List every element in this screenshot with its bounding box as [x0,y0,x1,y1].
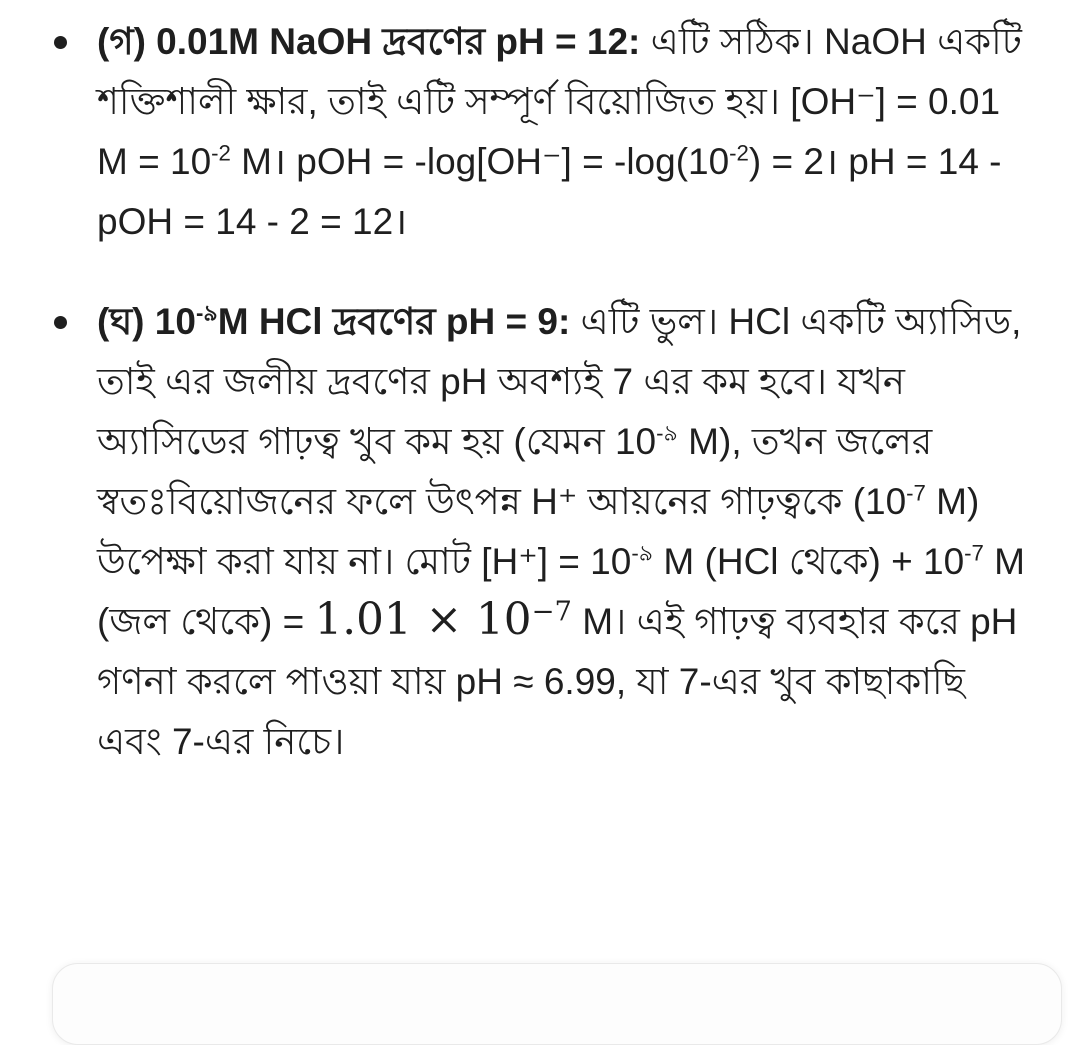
text-segment: M), তখন জলের স্বতঃবিয়োজনের ফলে উৎপন্ন H⁺ আয়নের গাঢ়ত্বকে (10 [97,421,933,522]
text-segment: -৯ [195,300,218,326]
list-item [54,292,1038,772]
text-segment: -7 [906,480,926,506]
text-segment: −7 [531,596,572,628]
text-segment: এটি ভুল। HCl একটি অ্যাসিড, তাই এর জলীয় দ্রবণের pH অবশ্যই 7 এর কম হবে। যখন অ্যাসিডের গাঢ়ত্ব খুব কম হয় (যেমন 10 [97,301,1022,462]
bullet-dot [54,36,67,49]
text-segment: (গ) 0.01M NaOH দ্রবণের pH = 12: [97,21,641,62]
text-segment: M (জল থেকে) = [97,541,1025,642]
text-segment: 1.01 × 10 [314,594,532,645]
text-segment: M) উপেক্ষা করা যায় না। মোট [H⁺] = 10 [97,481,980,582]
text-segment: -7 [964,540,984,566]
text-segment: (ঘ) 10 [97,301,196,342]
bullet-paragraph [97,292,1038,772]
text-segment: -2 [729,140,749,166]
text-segment: এটি সঠিক। NaOH একটি শক্তিশালী ক্ষার, তাই এটি সম্পূর্ণ বিয়োজিত হয়। [OH⁻] = 0.01 M = 10 [97,21,1022,182]
text-segment: -2 [211,140,231,166]
text-segment: M (HCl থেকে) + 10 [653,541,965,582]
text-segment: -৯ [631,540,654,566]
text-segment: ) = 2। pH = 14 - pOH = 14 - 2 = 12। [97,141,1002,242]
text-segment: M। pOH = -log[OH⁻] = -log(10 [230,141,730,182]
bullet-paragraph [97,12,1038,252]
text-segment: M। এই গাঢ়ত্ব ব্যবহার করে pH গণনা করলে পাওয়া যায় pH ≈ 6.99, যা 7-এর খুব কাছাকাছি এবং 7-এর নিচে। [97,601,1018,762]
list-item [54,12,1038,252]
bullet-dot [54,316,67,329]
text-segment: -৯ [656,420,678,446]
followup-input-card[interactable] [52,963,1062,1045]
text-segment: M HCl দ্রবণের pH = 9: [217,301,571,342]
